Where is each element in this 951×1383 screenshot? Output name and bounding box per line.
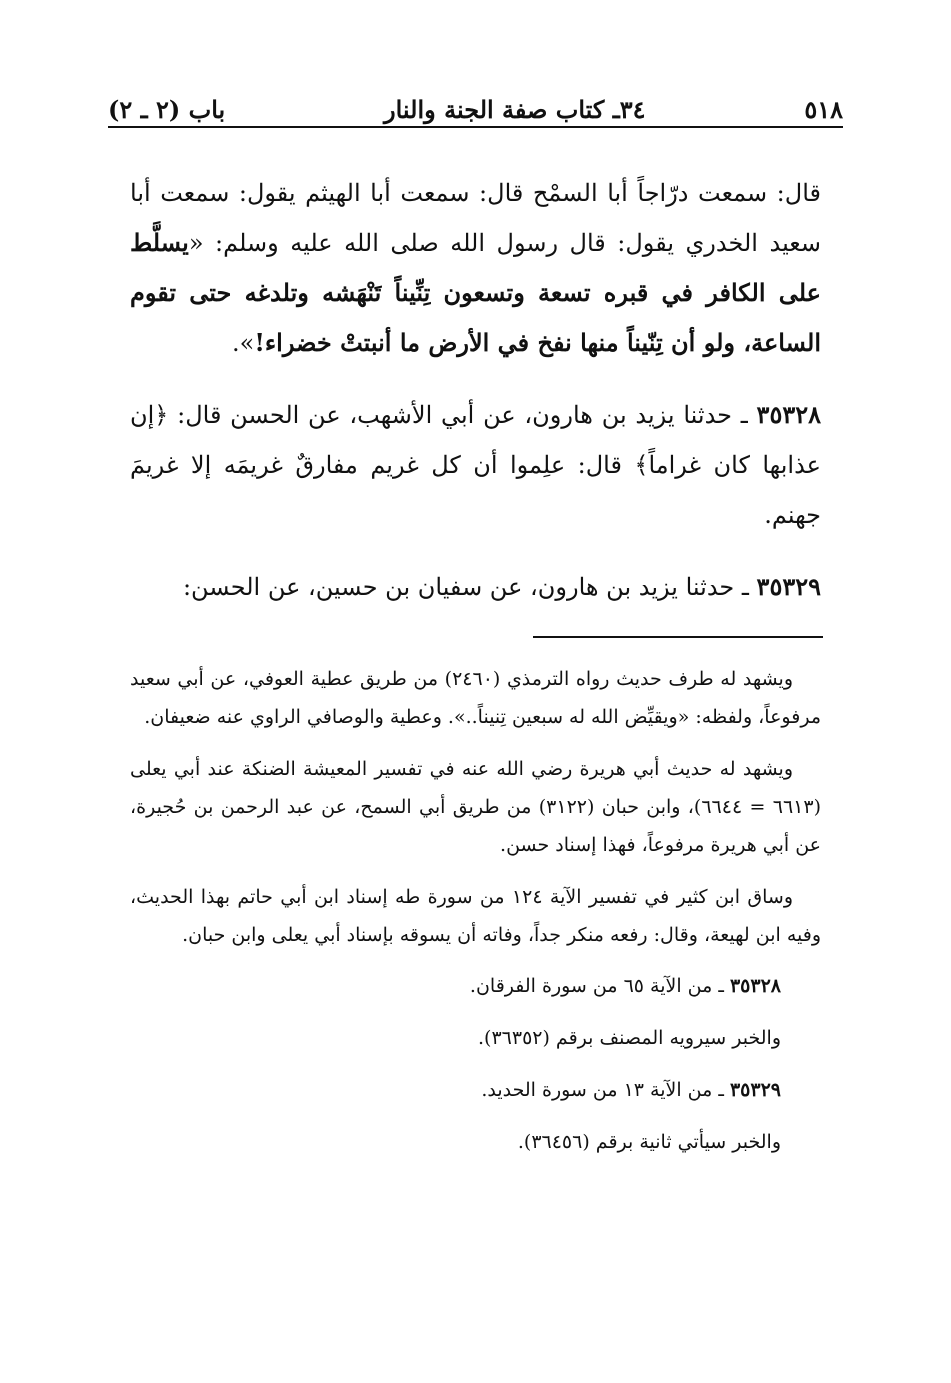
- paragraph-3: [130, 562, 821, 612]
- reference-3: [130, 1072, 821, 1108]
- reference-text: ـ من الآية ١٣ من سورة الحديد.: [481, 1079, 730, 1101]
- reference-text: ـ من الآية ٦٥ من سورة الفرقان.: [469, 975, 730, 997]
- header-divider: [108, 126, 843, 128]
- book-title: ٣٤ـ كتاب صفة الجنة والنار: [384, 95, 646, 124]
- reference-number: ٣٥٣٢٩: [729, 1079, 781, 1101]
- footnote-divider: [533, 636, 823, 638]
- page-number: ٥١٨: [804, 95, 843, 124]
- paragraph-2: [130, 390, 821, 540]
- reference-4: والخبر سيأتي ثانية برقم (٣٦٤٥٦).: [517, 1131, 781, 1153]
- reference-2: والخبر سيرويه المصنف برقم (٣٦٣٥٢).: [478, 1027, 781, 1049]
- hadith-text: يسلَّط على الكافر في قبره تسعة وتسعون تِنِّيناً تَنْهَشه وتلدغه حتى تقوم الساعة، ولو أن تِنّيناً منها نفخ في الأرض ما أنبتتْ خضراء!: [130, 228, 822, 357]
- paragraph-1-end: ».: [232, 329, 255, 357]
- reference-1: [130, 968, 821, 1004]
- footnotes: [130, 660, 821, 1176]
- paragraph-1-intro: قال: سمعت درّاجاً أبا السمْح قال: سمعت أبا الهيثم يقول: سمعت أبا سعيد الخدري يقول: قال رسول الله صلى الله عليه وسلم: «: [130, 179, 821, 257]
- hadith-number: ٣٥٣٢٨: [756, 400, 821, 429]
- footnote-3: وساق ابن كثير في تفسير الآية ١٢٤ من سورة طه إسناد ابن أبي حاتم بهذا الحديث، وفيه ابن لهيعة، وقال: رفعه منكر جداً، وفاته أن يسوقه بإسناد أبي يعلى وابن حبان.: [130, 886, 821, 946]
- reference-number: ٣٥٣٢٨: [729, 975, 781, 997]
- main-text: [130, 168, 821, 634]
- paragraph-2-text: ـ حدثنا يزيد بن هارون، عن أبي الأشهب، عن الحسن قال: ﴿إن عذابها كان غراماً﴾ قال: علِموا أن كل غريم مفارقٌ غريمَه إلا غريمَ جهنم.: [130, 401, 821, 529]
- paragraph-3-text: ـ حدثنا يزيد بن هارون، عن سفيان بن حسين، عن الحسن:: [182, 573, 757, 601]
- footnote-2: ويشهد له حديث أبي هريرة رضي الله عنه في تفسير المعيشة الضنكة عند أبي يعلى (٦٦١٣ = ٦٦٤٤)، وابن حبان (٣١٢٢) من طريق أبي السمح، عن عبد الرحمن بن حُجيرة، عن أبي هريرة مرفوعاً، فهذا إسناد حسن.: [130, 758, 821, 856]
- paragraph-1: [130, 168, 821, 368]
- page-header: [108, 82, 843, 124]
- footnote-1: ويشهد له طرف حديث رواه الترمذي (٢٤٦٠) من طريق عطية العوفي، عن أبي سعيد مرفوعاً، ولفظه: «ويقيِّض الله له سبعين تِنيناً..». وعطية والوصافي الراوي عنه ضعيفان.: [130, 668, 821, 728]
- hadith-number: ٣٥٣٢٩: [756, 572, 821, 601]
- chapter-label: باب (٢ ـ ٢): [108, 95, 226, 124]
